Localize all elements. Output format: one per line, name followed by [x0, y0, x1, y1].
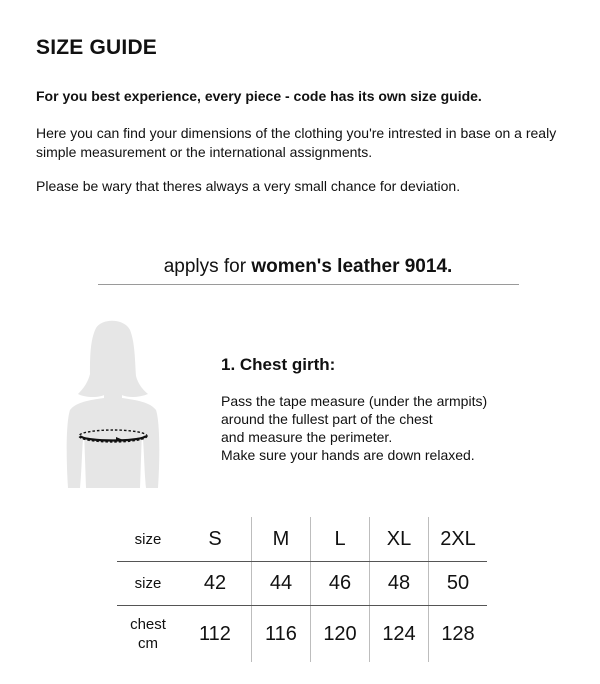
table-cell: XL	[370, 517, 429, 562]
measurement-instructions	[221, 392, 487, 464]
heading-divider	[98, 284, 519, 285]
table-row	[117, 562, 487, 606]
row-label-line: chest	[130, 616, 166, 633]
instruction-line: Make sure your hands are down relaxed.	[221, 447, 475, 463]
table-cell: L	[311, 517, 370, 562]
instruction-line: and measure the perimeter.	[221, 429, 393, 445]
table-cell: 44	[252, 562, 311, 606]
deviation-note: Please be wary that theres always a very small chance for deviation.	[36, 178, 461, 194]
table-cell: 50	[429, 562, 488, 606]
table-row	[117, 517, 487, 562]
table-cell: 124	[370, 606, 429, 663]
row-label: size	[117, 517, 179, 562]
female-torso-chest-measure-icon	[60, 318, 164, 492]
table-cell: 42	[179, 562, 252, 606]
product-name: women's leather 9014.	[251, 256, 453, 277]
intro-lead: For you best experience, every piece - code has its own size guide.	[36, 88, 482, 104]
page-title: SIZE GUIDE	[36, 36, 158, 59]
table-row	[117, 606, 487, 663]
measurement-title: 1. Chest girth:	[221, 355, 336, 374]
table-cell: 116	[252, 606, 311, 663]
table-cell: 46	[311, 562, 370, 606]
table-cell: M	[252, 517, 311, 562]
row-label	[117, 606, 179, 663]
applies-prefix: applys for	[163, 256, 247, 277]
instruction-line: Pass the tape measure (under the armpits)	[221, 393, 488, 409]
table-cell: S	[179, 517, 252, 562]
table-cell: 112	[199, 622, 231, 645]
intro-paragraph: Here you can find your dimensions of the clothing you're intrested in base on a realy simple measurement or the international assignments.	[36, 125, 557, 160]
size-table	[117, 517, 487, 662]
applies-heading	[98, 256, 518, 278]
table-cell: 120	[311, 606, 370, 663]
row-label-line: cm	[138, 635, 158, 652]
table-cell: 48	[370, 562, 429, 606]
table-cell: 2XL	[429, 517, 488, 562]
row-label: size	[117, 562, 179, 606]
table-cell: 128	[429, 606, 488, 663]
instruction-line: around the fullest part of the chest	[221, 411, 433, 427]
